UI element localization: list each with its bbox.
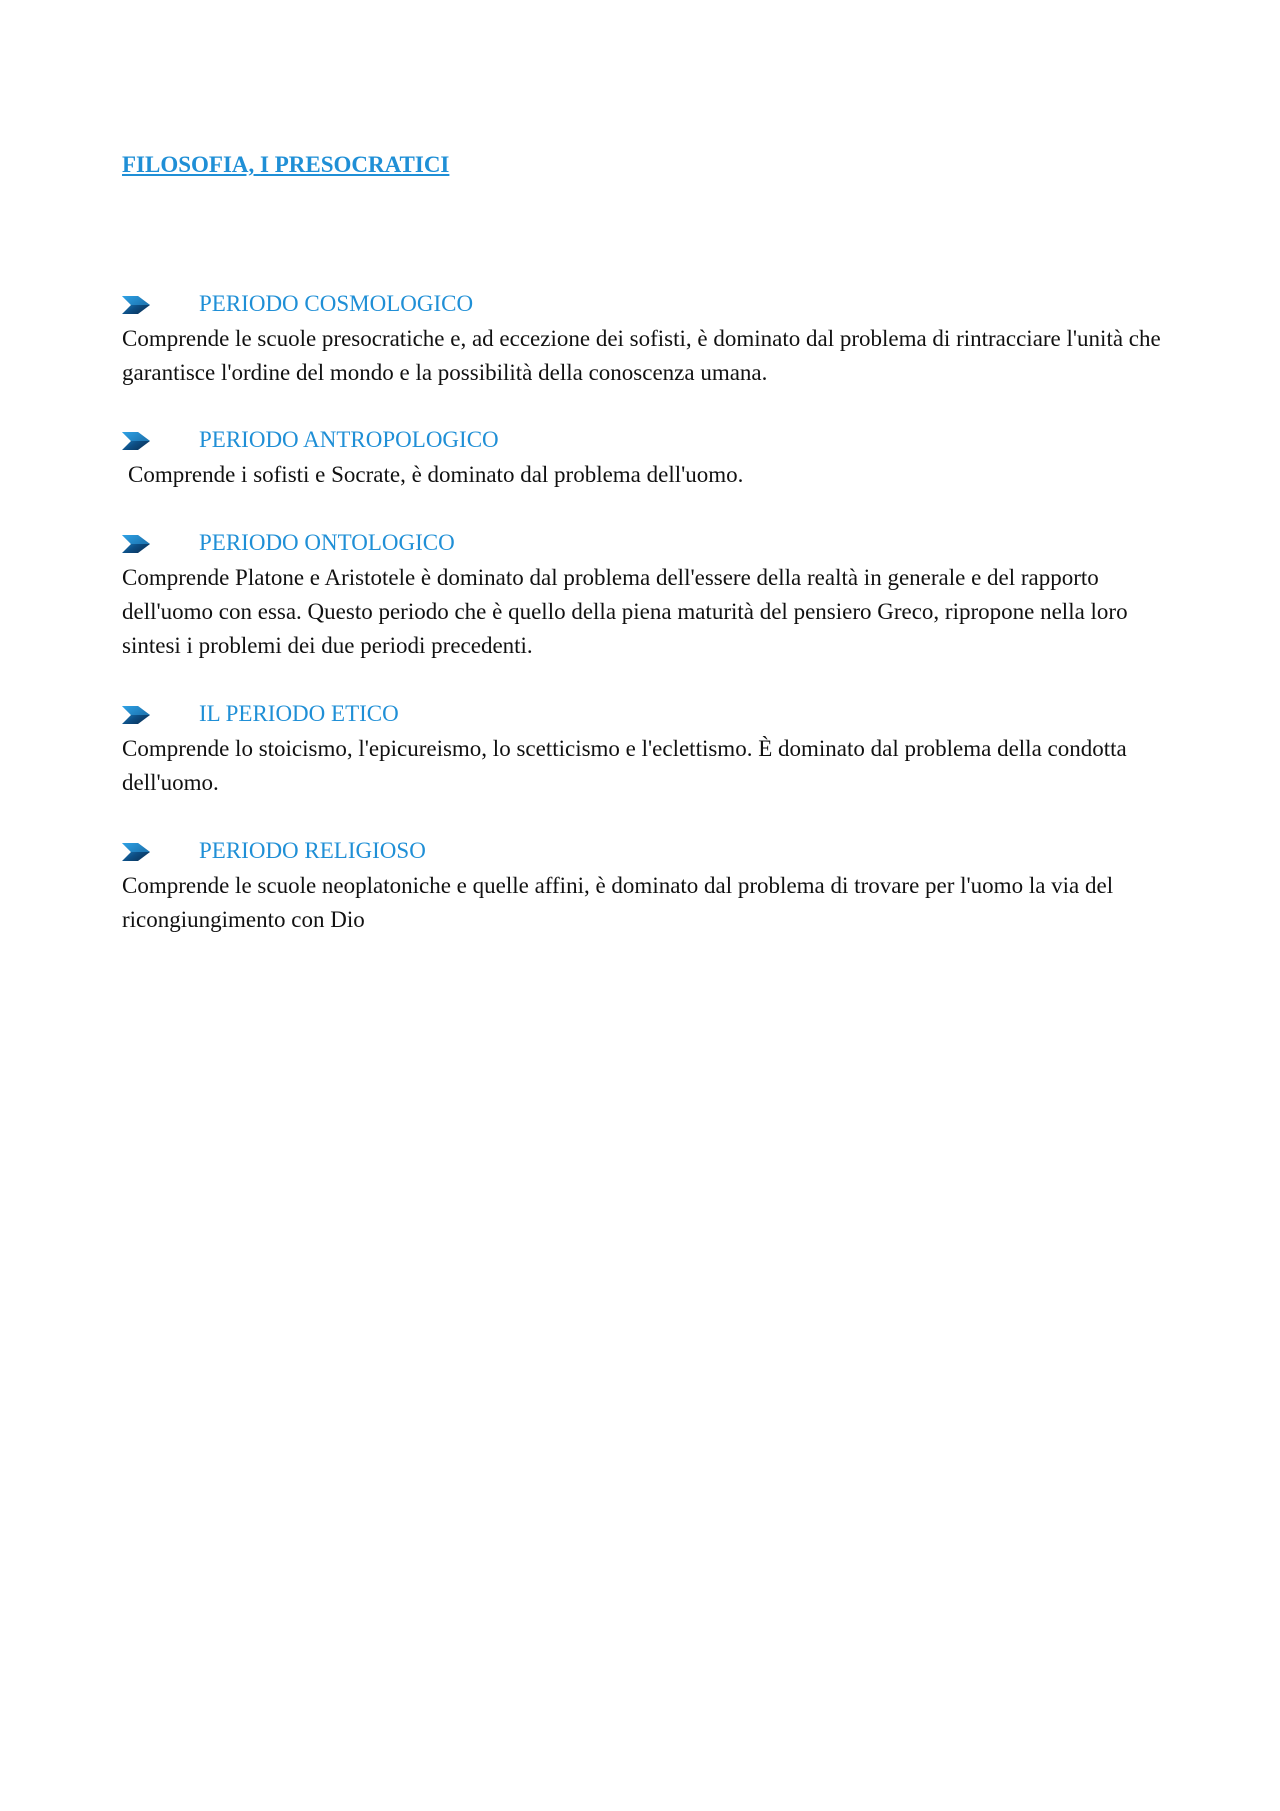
document-title[interactable]: FILOSOFIA, I PRESOCRATICI: [122, 152, 450, 177]
section-header: [122, 698, 1182, 732]
section-header: [122, 424, 1182, 458]
section-title: PERIODO COSMOLOGICO: [199, 291, 474, 316]
section-body: Comprende lo stoicismo, l'epicureismo, lo scetticismo e l'eclettismo. È dominato dal problema della condotta dell'uomo.: [122, 736, 1127, 795]
section-cosmologico: [122, 288, 1182, 390]
section-title: PERIODO ANTROPOLOGICO: [199, 427, 499, 452]
arrow-bullet-icon: [122, 295, 152, 315]
section-body: Comprende le scuole presocratiche e, ad eccezione dei sofisti, è dominato dal problema di rintracciare l'unità che garantisce l'ordine del mondo e la possibilità della conoscenza umana.: [122, 326, 1161, 385]
section-body: Comprende Platone e Aristotele è dominato dal problema dell'essere della realtà in generale e del rapporto dell'uomo con essa. Questo periodo che è quello della piena maturità del pensiero Greco, ripropone nella loro sintesi i problemi dei due periodi precedenti.: [122, 565, 1128, 658]
section-etico: [122, 698, 1182, 800]
section-antropologico: [122, 424, 1182, 492]
arrow-bullet-icon: [122, 534, 152, 554]
section-body: Comprende le scuole neoplatoniche e quelle affini, è dominato dal problema di trovare per l'uomo la via del ricongiungimento con Dio: [122, 873, 1114, 932]
section-header: [122, 527, 1182, 561]
section-body: Comprende i sofisti e Socrate, è dominato dal problema dell'uomo.: [128, 462, 744, 487]
section-title: IL PERIODO ETICO: [199, 701, 399, 726]
section-header: [122, 835, 1182, 869]
section-title: PERIODO ONTOLOGICO: [199, 530, 455, 555]
arrow-bullet-icon: [122, 431, 152, 451]
section-header: [122, 288, 1182, 322]
section-title: PERIODO RELIGIOSO: [199, 838, 426, 863]
section-ontologico: [122, 527, 1182, 663]
arrow-bullet-icon: [122, 842, 152, 862]
arrow-bullet-icon: [122, 705, 152, 725]
section-religioso: [122, 835, 1182, 937]
